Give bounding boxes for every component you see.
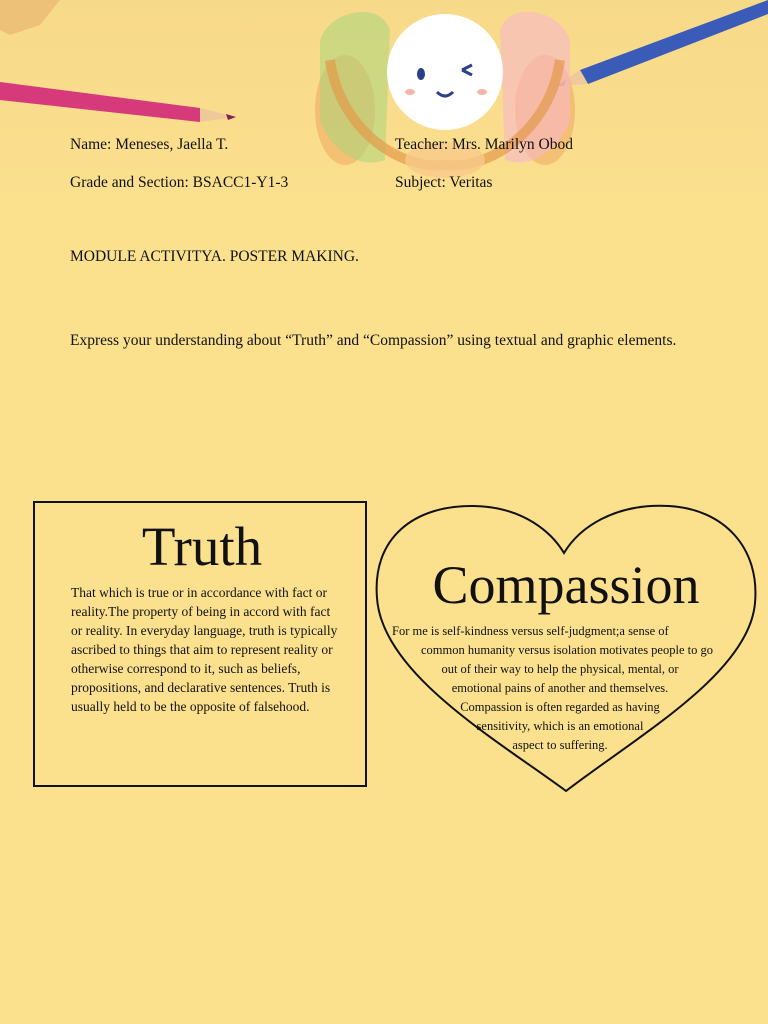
teacher-value: Mrs. Marilyn Obod xyxy=(452,136,573,153)
compassion-line: common humanity versus isolation motivates people to go xyxy=(421,643,713,657)
name-label: Name: xyxy=(70,136,112,153)
grade-field xyxy=(70,173,288,193)
compassion-title: Compassion xyxy=(432,555,700,615)
smiley-face-icon xyxy=(387,14,503,130)
truth-text: That which is true or in accordance with fact or reality.The property of being in accord with fact or reality. In everyday language, truth is typically ascribed to things that aim to represent reality or otherwise correspond to it, such as beliefs, propositions, and declarative sentences. Truth is usually held to be the opposite of falsehood. xyxy=(71,585,338,714)
teacher-field xyxy=(395,135,573,155)
module-title: MODULE ACTIVITYA. POSTER MAKING. xyxy=(70,248,359,265)
truth-box xyxy=(33,501,367,787)
compassion-line: aspect to suffering. xyxy=(512,738,608,752)
compassion-line: Compassion is often regarded as having xyxy=(460,700,660,714)
subject-label: Subject: xyxy=(395,174,446,191)
compassion-line: sensitivity, which is an emotional xyxy=(476,719,644,733)
instruction-text: Express your understanding about “Truth” and “Compassion” using textual and graphic elements. xyxy=(70,332,677,349)
name-value: Meneses, Jaella T. xyxy=(115,136,229,153)
grade-value: BSACC1-Y1-3 xyxy=(192,174,289,191)
subject-field xyxy=(395,173,492,193)
compassion-line: For me is self-kindness versus self-judgment;a sense of xyxy=(392,624,669,638)
subject-value: Veritas xyxy=(449,174,493,191)
name-field xyxy=(70,135,228,155)
compassion-line: emotional pains of another and themselves. xyxy=(451,681,669,695)
grade-label: Grade and Section: xyxy=(70,174,189,191)
compassion-line: out of their way to help the physical, mental, or xyxy=(441,662,679,676)
teacher-label: Teacher: xyxy=(395,136,449,153)
compassion-text xyxy=(392,622,728,755)
truth-title: Truth xyxy=(141,516,263,577)
